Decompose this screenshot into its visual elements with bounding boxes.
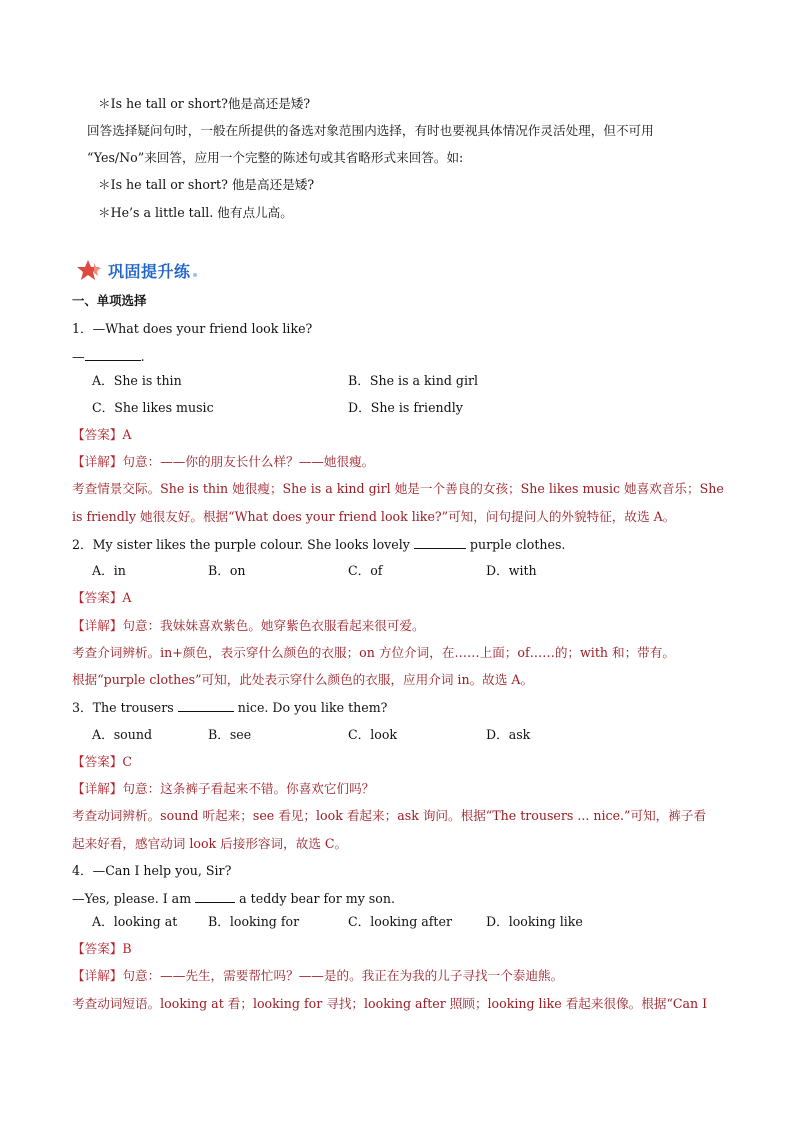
q4-detail-2: 考查动词短语。looking at 看；looking for 寻找；looking after 照顾；looking like 看起来很像。根据“Can I xyxy=(72,996,708,1011)
intro-paragraph-line-1: 回答选择疑问句时，一般在所提供的备选对象范围内选择，有时也要视具体情况作灵活处理，但不可用 xyxy=(87,123,654,138)
q1-detail-label: 【详解】 xyxy=(72,454,123,469)
q1-detail-2: 考查情景交际。She is thin 她很瘦；She is a kind girl 她是一个善良的女孩；She likes music 她喜欢音乐；She xyxy=(72,481,724,496)
q4-reply xyxy=(72,890,395,907)
q1-option-b: B．She is a kind girl xyxy=(348,373,479,388)
q4-option-c: C．looking after xyxy=(348,914,452,929)
q2-blank xyxy=(414,536,466,549)
q4-reply-b: a teddy bear for my son. xyxy=(239,891,395,906)
q1-option-c: C．She likes music xyxy=(92,400,214,415)
q1-reply-dash: — xyxy=(72,349,85,364)
q2-option-b: B．on xyxy=(208,563,246,578)
q1-answer-value: A xyxy=(122,427,132,442)
q4-option-a: A．looking at xyxy=(92,914,178,929)
q4-stem: 4．—Can I help you, Sir? xyxy=(72,863,232,878)
q1-reply-period: . xyxy=(140,349,145,364)
q3-option-b: B．see xyxy=(208,727,252,742)
section-heading xyxy=(76,258,197,282)
q2-answer-value: A xyxy=(122,590,132,605)
q1-blank xyxy=(85,348,141,361)
q4-answer-label: 【答案】 xyxy=(72,941,123,956)
q1-option-d: D．She is friendly xyxy=(348,400,463,415)
q3-option-d: D．ask xyxy=(486,727,531,742)
q2-detail-2: 考查介词辨析。in+颜色，表示穿什么颜色的衣服；on 方位介词，在……上面；of……的；with 和；带有。 xyxy=(72,645,675,660)
q4-answer xyxy=(72,941,132,957)
q3-option-c: C．look xyxy=(348,727,398,742)
q4-detail-label: 【详解】 xyxy=(72,968,123,983)
q2-detail-3: 根据“purple clothes”可知，此处表示穿什么颜色的衣服，应用介词 in。故选 A。 xyxy=(72,672,534,687)
q1-answer-label: 【答案】 xyxy=(72,427,123,442)
q4-option-b: B．looking for xyxy=(208,914,300,929)
q3-blank xyxy=(178,699,234,712)
q2-detail-1 xyxy=(72,618,425,634)
q3-detail-1 xyxy=(72,781,374,797)
q3-detail-3: 起来好看，感官动词 look 后接形容词，故选 C。 xyxy=(72,836,348,851)
q3-option-a: A．sound xyxy=(92,727,153,742)
q1-detail-translation: 句意：——你的朋友长什么样？——她很瘦。 xyxy=(122,454,375,469)
q3-stem-b: nice. Do you like them? xyxy=(237,700,388,715)
q3-answer-label: 【答案】 xyxy=(72,754,123,769)
q1-answer xyxy=(72,427,131,443)
q2-detail-label: 【详解】 xyxy=(72,618,123,633)
q2-answer-label: 【答案】 xyxy=(72,590,123,605)
title-dot-decoration xyxy=(193,273,197,277)
intro-example-3: ＊He’s a little tall. 他有点儿高。 xyxy=(98,205,293,220)
q3-detail-2: 考查动词辨析。sound 听起来；see 看见；look 看起来；ask 询问。根据“The trousers ... nice.”可知，裤子看 xyxy=(72,808,707,823)
q3-stem-a: 3．The trousers xyxy=(72,700,174,715)
q1-stem: 1．—What does your friend look like? xyxy=(72,321,313,336)
q1-detail-1 xyxy=(72,454,374,470)
q2-detail-translation: 句意：我妹妹喜欢紫色。她穿紫色衣服看起来很可爱。 xyxy=(122,618,425,633)
q4-answer-value: B xyxy=(122,941,132,956)
q1-option-a: A．She is thin xyxy=(92,373,182,388)
q4-reply-a: —Yes, please. I am xyxy=(72,891,192,906)
star-icon xyxy=(76,259,102,281)
q3-detail-label: 【详解】 xyxy=(72,781,123,796)
q4-detail-1 xyxy=(72,968,563,984)
q4-blank xyxy=(195,890,235,903)
q2-stem-a: 2．My sister likes the purple colour. She looks lovely xyxy=(72,537,410,552)
intro-example-2: ＊Is he tall or short? 他是高还是矮? xyxy=(98,177,315,192)
q4-detail-translation: 句意：——先生，需要帮忙吗？——是的。我正在为我的儿子寻找一个泰迪熊。 xyxy=(122,968,564,983)
q2-stem-b: purple clothes. xyxy=(469,537,566,552)
q2-stem xyxy=(72,536,565,553)
intro-paragraph-line-2: “Yes/No”来回答，应用一个完整的陈述句或其省略形式来回答。如: xyxy=(87,150,464,165)
q3-answer-value: C xyxy=(122,754,133,769)
q2-answer xyxy=(72,590,131,606)
q3-answer xyxy=(72,754,132,770)
q1-reply xyxy=(72,348,145,365)
q2-option-a: A．in xyxy=(92,563,126,578)
part-title: 一、单项选择 xyxy=(72,293,147,308)
q4-option-d: D．looking like xyxy=(486,914,583,929)
intro-example-1: ＊Is he tall or short?他是高还是矮? xyxy=(98,96,311,111)
q2-option-c: C．of xyxy=(348,563,383,578)
q2-option-d: D．with xyxy=(486,563,537,578)
section-title: 巩固提升练 xyxy=(108,261,191,281)
q3-detail-translation: 句意：这条裤子看起来不错。你喜欢它们吗？ xyxy=(122,781,375,796)
q1-detail-3: is friendly 她很友好。根据“What does your friend look like?”可知，问句提问人的外貌特征，故选 A。 xyxy=(72,509,676,524)
q3-stem xyxy=(72,699,387,716)
